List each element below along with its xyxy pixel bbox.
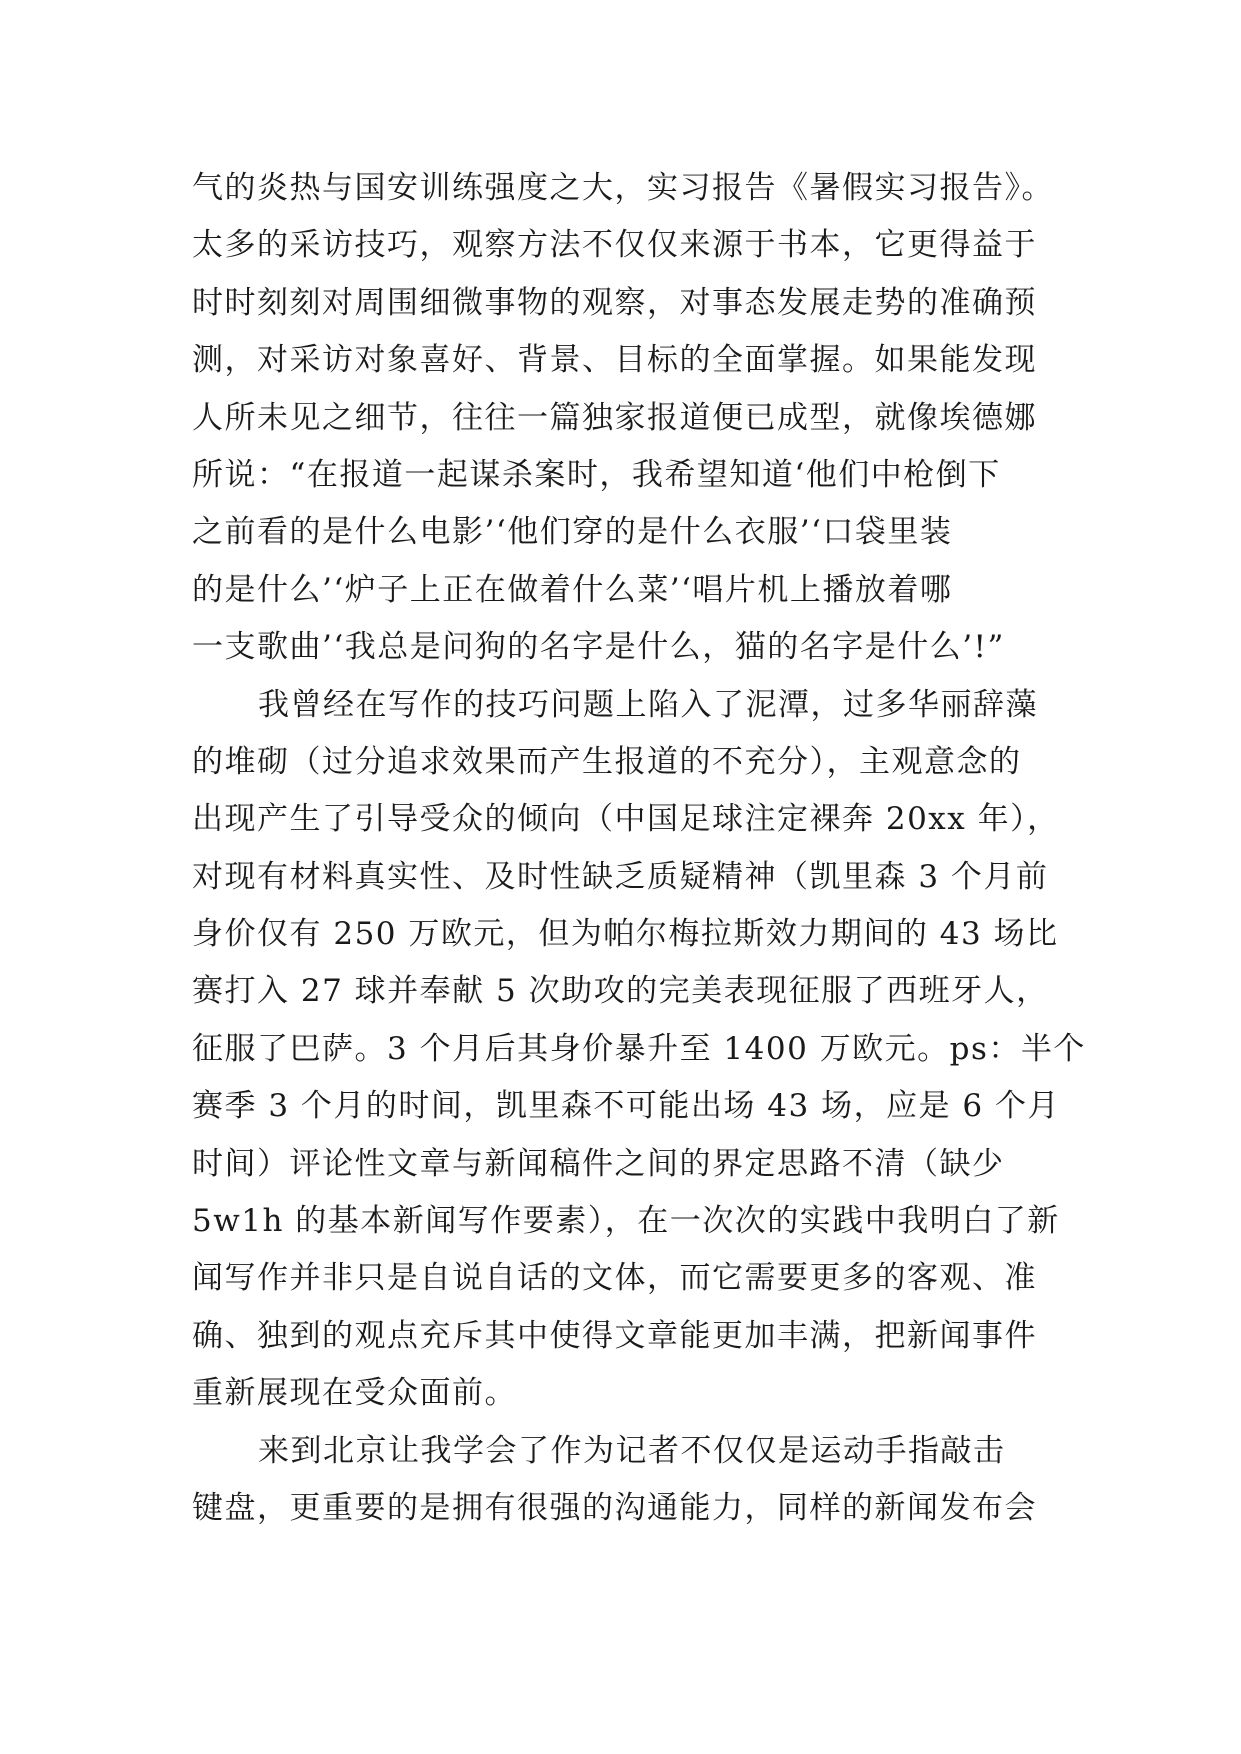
text-line: 时间）评论性文章与新闻稿件之间的界定思路不清（缺少 — [192, 1145, 1005, 1182]
document-page — [192, 160, 1086, 1537]
text-line: 键盘，更重要的是拥有很强的沟通能力，同样的新闻发布会 — [192, 1489, 1037, 1526]
text-line: 时时刻刻对周围细微事物的观察，对事态发展走势的准确预 — [192, 284, 1037, 321]
text-line: 一支歌曲’‘我总是问狗的名字是什么，猫的名字是什么’!” — [192, 629, 1005, 666]
text-line: 之前看的是什么电影’‘他们穿的是什么衣服’‘口袋里装 — [192, 514, 953, 551]
text-line: 赛季 3 个月的时间，凯里森不可能出场 43 场，应是 6 个月 — [192, 1088, 1061, 1125]
text-line: 测，对采访对象喜好、背景、目标的全面掌握。如果能发现 — [192, 342, 1037, 379]
text-line: 气的炎热与国安训练强度之大，实习报告《暑假实习报告》。 — [192, 170, 1054, 206]
text-line: 所说：“在报道一起谋杀案时，我希望知道‘他们中枪倒下 — [192, 456, 1001, 493]
text-line: 的堆砌（过分追求效果而产生报道的不充分），主观意念的 — [192, 743, 1022, 780]
paragraph-3 — [192, 1423, 1052, 1538]
paragraph-1 — [192, 160, 1052, 677]
text-line: 对现有材料真实性、及时性缺乏质疑精神（凯里森 3 个月前 — [192, 858, 1049, 895]
text-line: 的是什么’‘炉子上正在做着什么菜’‘唱片机上播放着哪 — [192, 571, 953, 608]
text-line: 太多的采访技巧，观察方法不仅仅来源于书本，它更得益于 — [192, 227, 1037, 264]
text-line: 来到北京让我学会了作为记者不仅仅是运动手指敲击 — [258, 1432, 1006, 1469]
text-line: 我曾经在写作的技巧问题上陷入了泥潭，过多华丽辞藻 — [258, 686, 1038, 723]
text-line: 身价仅有 250 万欧元，但为帕尔梅拉斯效力期间的 43 场比 — [192, 916, 1059, 953]
paragraph-2 — [192, 677, 1086, 1423]
text-line: 赛打入 27 球并奉献 5 次助攻的完美表现征服了西班牙人， — [192, 973, 1049, 1010]
text-line: 闻写作并非只是自说自话的文体，而它需要更多的客观、准 — [192, 1260, 1037, 1297]
text-line: 征服了巴萨。3 个月后其身价暴升至 1400 万欧元。ps：半个 — [192, 1030, 1086, 1067]
text-line: 重新展现在受众面前。 — [192, 1375, 517, 1412]
text-line: 5w1h 的基本新闻写作要素），在一次次的实践中我明白了新 — [192, 1203, 1060, 1240]
text-line: 出现产生了引导受众的倾向（中国足球注定裸奔 20xx 年）， — [192, 801, 1060, 838]
text-line: 确、独到的观点充斥其中使得文章能更加丰满，把新闻事件 — [192, 1317, 1037, 1354]
text-line: 人所未见之细节，往往一篇独家报道便已成型，就像埃德娜 — [192, 399, 1037, 436]
